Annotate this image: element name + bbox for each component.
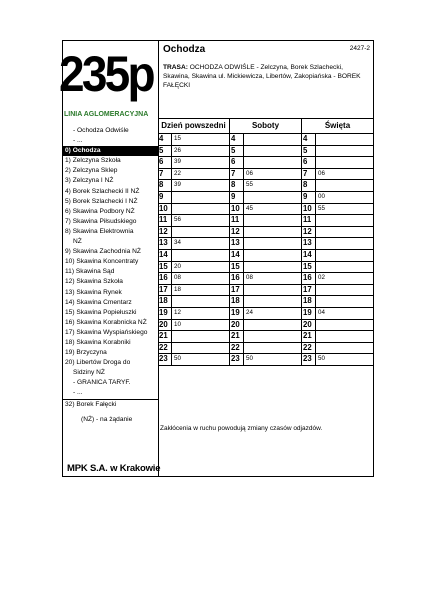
minutes-cell <box>316 262 318 273</box>
hour-cell: 10 <box>158 204 172 215</box>
stop-item: 18) Skawina Korabniki <box>65 338 131 346</box>
minutes-cell: 55 <box>318 204 325 212</box>
hour-row <box>230 192 301 204</box>
minutes-cell <box>316 227 318 238</box>
minutes-cell: 45 <box>246 204 253 212</box>
hour-row <box>158 354 229 366</box>
hour-cell: 17 <box>230 285 244 296</box>
hour-row <box>158 134 229 146</box>
hour-cell: 5 <box>230 146 244 157</box>
hour-row <box>158 296 229 308</box>
minutes-cell <box>244 296 246 307</box>
minutes-cell <box>244 238 246 249</box>
hour-row <box>302 157 373 169</box>
minutes-cell: 15 <box>174 135 181 142</box>
hour-cell: 22 <box>230 343 244 354</box>
company-name: MPK S.A. w Krakowie <box>67 463 161 474</box>
hour-cell: 21 <box>302 331 316 342</box>
minutes-cell <box>316 285 318 296</box>
minutes-cell: 39 <box>174 181 181 189</box>
hour-row <box>302 227 373 239</box>
hour-cell: 6 <box>158 157 172 168</box>
hour-cell: 10 <box>230 204 244 215</box>
hour-row <box>158 215 229 227</box>
hour-cell: 5 <box>158 146 172 157</box>
hour-row <box>230 320 301 332</box>
hour-cell: 4 <box>302 134 316 145</box>
hour-cell: 15 <box>158 262 172 273</box>
minutes-cell: 55 <box>246 181 253 189</box>
hour-cell: 6 <box>302 157 316 168</box>
minutes-cell <box>244 192 246 203</box>
minutes-cell: 18 <box>174 285 181 293</box>
stop-item: 8) Skawina Elektrownia <box>65 227 134 235</box>
stop-item: 6) Skawina Podbory NŻ <box>65 207 135 215</box>
hour-cell: 20 <box>158 320 172 331</box>
hour-cell: 12 <box>158 227 172 238</box>
hour-row <box>230 262 301 274</box>
stop-item: NŻ <box>73 238 82 246</box>
stop-item: 20) Libertów Droga do <box>65 359 131 367</box>
stop-item: 1) Zelczyna Szkoła <box>65 157 121 165</box>
stop-item: 11) Skawina Sąd <box>65 268 115 276</box>
hour-cell: 16 <box>230 273 244 284</box>
minutes-cell: 08 <box>246 274 253 282</box>
minutes-cell <box>244 146 246 157</box>
minutes-cell: 50 <box>174 355 181 363</box>
minutes-cell <box>316 331 318 342</box>
stop-item: - Ochodza Odwiśle <box>73 127 129 134</box>
hour-row <box>230 296 301 308</box>
minutes-cell: 24 <box>246 308 253 316</box>
hour-row <box>230 157 301 169</box>
minutes-cell <box>244 134 246 145</box>
hour-cell: 4 <box>230 134 244 145</box>
minutes-cell <box>172 296 174 307</box>
hour-row <box>302 331 373 343</box>
minutes-cell <box>244 320 246 331</box>
hour-cell: 7 <box>230 169 244 180</box>
hour-cell: 8 <box>302 180 316 191</box>
hour-row <box>302 204 373 216</box>
minutes-cell <box>316 343 318 354</box>
minutes-cell <box>316 238 318 249</box>
minutes-cell: 56 <box>174 216 181 224</box>
day-column <box>158 134 229 366</box>
hour-cell: 21 <box>230 331 244 342</box>
hour-cell: 16 <box>302 273 316 284</box>
hour-row <box>302 273 373 285</box>
hour-cell: 22 <box>302 343 316 354</box>
hour-cell: 19 <box>302 308 316 319</box>
hour-cell: 23 <box>230 354 244 365</box>
minutes-cell: 50 <box>318 355 325 363</box>
hour-row <box>302 215 373 227</box>
stop-item: 16) Skawina Korabnicka NŻ <box>65 318 147 326</box>
hour-row <box>230 331 301 343</box>
minutes-cell: 22 <box>174 169 181 177</box>
stop-item: 19) Brzyczyna <box>65 349 107 357</box>
minutes-cell <box>244 227 246 238</box>
departure-table <box>158 118 373 366</box>
hour-cell: 7 <box>302 169 316 180</box>
route-description <box>163 63 369 90</box>
stop-item: 12) Skawina Szkoła <box>65 278 123 286</box>
hour-row <box>302 134 373 146</box>
hour-row <box>302 169 373 181</box>
minutes-cell: 20 <box>174 262 181 270</box>
hour-cell: 15 <box>230 262 244 273</box>
hour-row <box>158 343 229 355</box>
hour-row <box>230 250 301 262</box>
hour-row <box>158 285 229 297</box>
hour-row <box>158 204 229 216</box>
hour-row <box>302 238 373 250</box>
minutes-cell <box>244 343 246 354</box>
minutes-cell <box>316 134 318 145</box>
stop-item: - ... <box>73 389 83 397</box>
hour-row <box>158 273 229 285</box>
minutes-cell <box>172 204 174 215</box>
disruption-note: Zakłócenia w ruchu powodują zmiany czasów odjazdów. <box>160 425 323 432</box>
stop-item: - GRANICA TARYF. <box>73 379 131 387</box>
hour-cell: 23 <box>302 354 316 365</box>
hour-row <box>158 262 229 274</box>
hour-row <box>158 238 229 250</box>
hour-row <box>302 192 373 204</box>
minutes-cell <box>244 250 246 261</box>
hour-row <box>158 331 229 343</box>
hour-cell: 16 <box>158 273 172 284</box>
hour-row <box>302 296 373 308</box>
hour-row <box>158 169 229 181</box>
route-label: TRASA: <box>163 64 188 71</box>
hour-cell: 8 <box>230 180 244 191</box>
hour-row <box>302 262 373 274</box>
stop-item: 2) Zelczyna Sklep <box>65 167 118 175</box>
hour-cell: 18 <box>158 296 172 307</box>
table-body <box>158 134 373 366</box>
minutes-cell: 02 <box>318 274 325 282</box>
hour-row <box>230 204 301 216</box>
hour-cell: 6 <box>230 157 244 168</box>
hour-row <box>302 343 373 355</box>
stop-item: 4) Borek Szlachecki II NŻ <box>65 187 140 195</box>
hour-cell: 7 <box>158 169 172 180</box>
hour-row <box>230 180 301 192</box>
day-column <box>229 134 301 366</box>
minutes-cell <box>172 227 174 238</box>
hour-row <box>230 215 301 227</box>
minutes-cell: 06 <box>318 169 325 177</box>
hour-row <box>230 354 301 366</box>
minutes-cell <box>244 215 246 226</box>
hour-cell: 9 <box>230 192 244 203</box>
hour-cell: 17 <box>302 285 316 296</box>
column-header: Święta <box>301 118 373 133</box>
hour-cell: 9 <box>158 192 172 203</box>
table-header <box>158 118 373 134</box>
hour-row <box>302 308 373 320</box>
hour-cell: 18 <box>302 296 316 307</box>
hour-cell: 18 <box>230 296 244 307</box>
hour-row <box>302 146 373 158</box>
hour-cell: 12 <box>230 227 244 238</box>
on-demand-note: (NŻ) - na żądanie <box>81 415 133 423</box>
hour-row <box>230 227 301 239</box>
day-column <box>301 134 373 366</box>
hour-row <box>158 308 229 320</box>
minutes-cell: 26 <box>174 146 181 154</box>
minutes-cell <box>244 285 246 296</box>
minutes-cell <box>244 331 246 342</box>
line-type-label: LINIA AGLOMERACYJNA <box>64 111 149 118</box>
stop-name-title: Ochodza <box>163 44 206 55</box>
hour-row <box>158 320 229 332</box>
hour-row <box>302 250 373 262</box>
minutes-cell <box>316 157 318 168</box>
minutes-cell <box>244 157 246 168</box>
hour-row <box>230 343 301 355</box>
hour-row <box>230 285 301 297</box>
minutes-cell <box>172 192 174 203</box>
minutes-cell <box>316 215 318 226</box>
line-number: 235p <box>59 46 153 102</box>
hour-cell: 13 <box>230 238 244 249</box>
hour-cell: 9 <box>302 192 316 203</box>
hour-cell: 19 <box>230 308 244 319</box>
minutes-cell: 04 <box>318 308 325 316</box>
minutes-cell: 06 <box>246 169 253 177</box>
stop-item: 32) Borek Fałęcki <box>63 399 158 410</box>
stop-item: 5) Borek Szlachecki I NŻ <box>65 197 138 205</box>
stop-item: 10) Skawina Koncentraty <box>65 258 139 266</box>
hour-cell: 11 <box>302 215 316 226</box>
stop-list <box>63 126 158 425</box>
minutes-cell: 34 <box>174 239 181 247</box>
hour-cell: 22 <box>158 343 172 354</box>
minutes-cell: 50 <box>246 355 253 363</box>
minutes-cell <box>316 180 318 191</box>
stop-item: 3) Zelczyna I NŻ <box>65 177 114 185</box>
stop-item: 7) Skawina Piłsudskiego <box>65 217 137 225</box>
column-header: Soboty <box>229 118 301 133</box>
stop-item: Sidziny NŻ <box>73 369 105 377</box>
minutes-cell: 39 <box>174 158 181 166</box>
minutes-cell <box>172 343 174 354</box>
minutes-cell: 12 <box>174 308 181 316</box>
hour-row <box>230 134 301 146</box>
hour-row <box>158 157 229 169</box>
hour-cell: 10 <box>302 204 316 215</box>
minutes-cell <box>244 262 246 273</box>
stop-item: 9) Skawina Zachodnia NŻ <box>65 248 141 256</box>
hour-row <box>230 273 301 285</box>
hour-row <box>158 250 229 262</box>
minutes-cell <box>172 331 174 342</box>
minutes-cell: 10 <box>174 320 181 328</box>
hour-cell: 15 <box>302 262 316 273</box>
stop-item: - ... <box>73 137 83 145</box>
stop-item: 14) Skawina Cmentarz <box>65 298 132 306</box>
minutes-cell <box>316 320 318 331</box>
stop-item: 17) Skawina Wyspiańskiego <box>65 328 148 336</box>
hour-cell: 17 <box>158 285 172 296</box>
hour-row <box>230 308 301 320</box>
hour-cell: 13 <box>158 238 172 249</box>
hour-cell: 13 <box>302 238 316 249</box>
hour-cell: 14 <box>230 250 244 261</box>
hour-cell: 5 <box>302 146 316 157</box>
minutes-cell <box>316 146 318 157</box>
hour-row <box>158 180 229 192</box>
hour-cell: 19 <box>158 308 172 319</box>
stop-item: 15) Skawina Popiełuszki <box>65 308 137 316</box>
minutes-cell: 08 <box>174 274 181 282</box>
timetable-sheet <box>59 40 374 477</box>
hour-cell: 20 <box>230 320 244 331</box>
stop-item: 0) Ochodza <box>63 146 158 156</box>
minutes-cell <box>172 250 174 261</box>
hour-cell: 11 <box>158 215 172 226</box>
timetable-code: 2427-2 <box>349 45 370 52</box>
hour-cell: 21 <box>158 331 172 342</box>
hour-row <box>230 169 301 181</box>
hour-cell: 23 <box>158 354 172 365</box>
hour-row <box>302 180 373 192</box>
hour-cell: 12 <box>302 227 316 238</box>
hour-cell: 4 <box>158 134 172 145</box>
minutes-cell <box>316 250 318 261</box>
hour-row <box>302 285 373 297</box>
hour-row <box>302 320 373 332</box>
stop-item: 13) Skawina Rynek <box>65 288 122 296</box>
hour-cell: 11 <box>230 215 244 226</box>
hour-row <box>158 227 229 239</box>
hour-cell: 8 <box>158 180 172 191</box>
hour-cell: 14 <box>158 250 172 261</box>
minutes-cell: 00 <box>318 192 325 200</box>
minutes-cell <box>316 296 318 307</box>
hour-cell: 20 <box>302 320 316 331</box>
hour-row <box>158 146 229 158</box>
hour-row <box>230 238 301 250</box>
column-header: Dzień powszedni <box>161 121 226 130</box>
hour-cell: 14 <box>302 250 316 261</box>
hour-row <box>158 192 229 204</box>
hour-row <box>230 146 301 158</box>
route-text: OCHODZA ODWIŚLE - Zelczyna, Borek Szlachecki, Skawina, Skawina ul. Mickiewicza, Libertów, Zakopiańska - BOREK FAŁĘCKI <box>163 64 361 89</box>
hour-row <box>302 354 373 366</box>
